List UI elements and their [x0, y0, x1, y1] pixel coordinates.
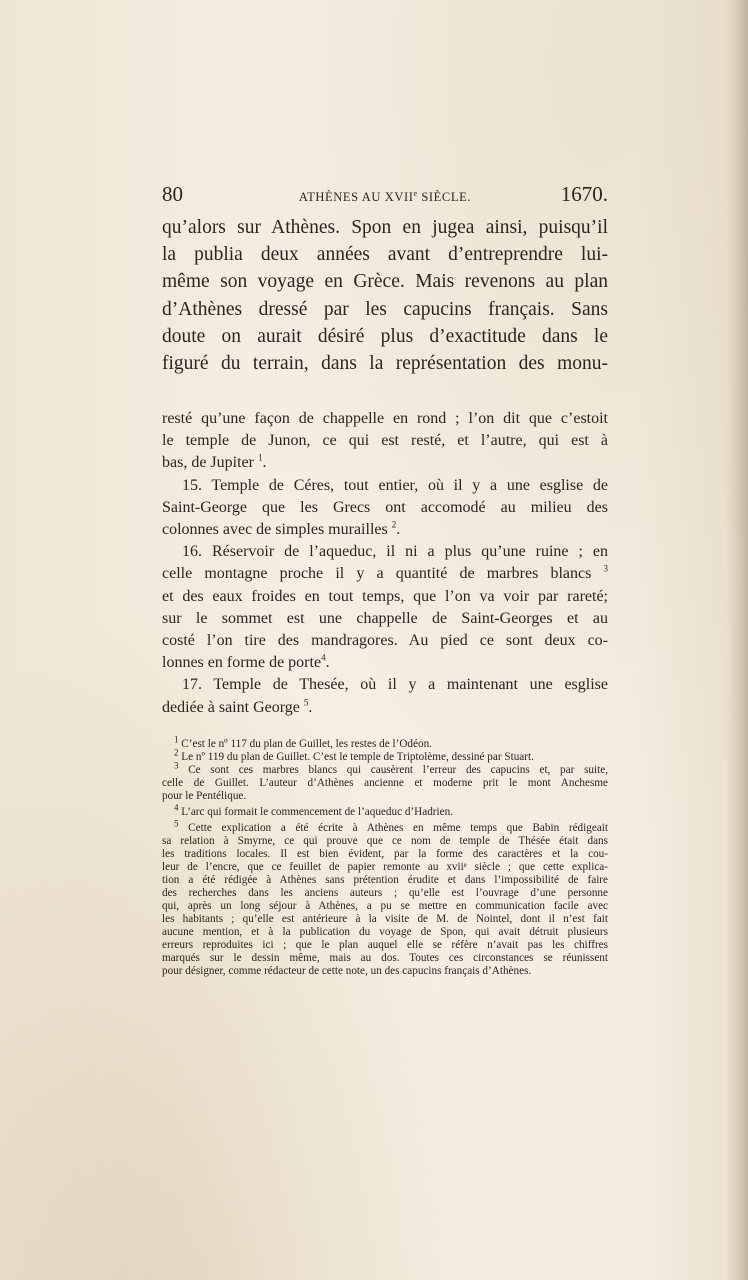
footnote-text: pour désigner, comme rédacteur de cette note, un des capucins français d’Athènes. — [162, 965, 532, 977]
quote-line — [162, 519, 608, 541]
quote-line — [162, 563, 608, 585]
quote-line — [162, 586, 608, 608]
footnote-text: Ce sont ces marbres blancs qui causèrent l’erreur des capucins et, par suite, — [178, 764, 608, 776]
quote-line-text: 16. Réservoir de l’aqueduc, il ni a plus qu’une ruine ; en — [182, 543, 608, 561]
footnote-line — [162, 887, 608, 900]
footnote-line — [162, 747, 608, 764]
footnote-ref: 4 — [321, 652, 326, 663]
footnote-line — [162, 952, 608, 965]
quote-line-text: resté qu’une façon de chappelle en rond ; l’on dit que c’estoit — [162, 410, 608, 427]
footnote-text: celle de Guillet. L’auteur d’Athènes ancienne et moderne prit le mont Anchesme — [162, 777, 608, 789]
footnote-text: Le nº 119 du plan de Guillet. C’est le temple de Triptolème, dessiné par Stuart. — [178, 751, 534, 763]
quote-line-text: Saint-George que les Grecs ont accomodé au milieu des — [162, 498, 608, 516]
quote-line-text: et des eaux froides en tout temps, que l’on va voir par rareté; — [162, 587, 608, 605]
quote-line-tail: . — [325, 654, 330, 672]
footnote-text: marqués sur le dessin même, mais au dos. Toutes ces circonstances se réunissent — [162, 952, 608, 964]
quote-line — [162, 475, 608, 497]
page-edge-shadow — [726, 0, 748, 1280]
footnote-line — [162, 777, 608, 790]
footnote-line — [162, 926, 608, 939]
footnote-text: sa relation à Smyrne, ce qui prouve que ce nom de temple de Thésée était dans — [162, 835, 608, 847]
body-line: la publia deux années avant d’entreprendre lui- — [162, 244, 608, 266]
quote-line-text: dediée à saint George — [162, 698, 304, 716]
footnote-number: 2 — [174, 747, 179, 758]
quote-line-text: lonnes en forme de porte — [162, 654, 322, 672]
page-year: 1670. — [560, 182, 608, 206]
footnote-text: des recherches dans les anciens auteurs ; qu’elle est l’ouvrage d’une personne — [162, 887, 608, 899]
body-line: qu’alors sur Athènes. Spon en jugea ainsi, puisqu’il — [162, 217, 608, 238]
quote-line-tail: . — [308, 698, 313, 716]
quote-line-text: 17. Temple de Thesée, où il y a maintenant une esglise — [182, 676, 608, 694]
footnote-text: erreurs reproduites ici ; que le plan auquel elle se réfère n’avait pas les chiffres — [162, 939, 608, 951]
quote-line-text: bas, de Jupiter — [162, 454, 258, 472]
footnote-line — [162, 900, 608, 913]
body-line: même son voyage en Grèce. Mais revenons au plan — [162, 271, 608, 293]
footnote-line — [162, 965, 608, 978]
quote-line — [162, 652, 608, 674]
quote-line — [162, 697, 608, 719]
footnote-line — [162, 802, 608, 819]
running-head-text: ATHÈNES AU XVII — [298, 190, 414, 205]
quote-line — [162, 674, 608, 696]
footnote-line — [162, 835, 608, 848]
quoted-document — [162, 408, 608, 719]
footnote-line — [162, 790, 608, 803]
footnote-number: 1 — [174, 734, 179, 745]
body-line: doute on aurait désiré plus d’exactitude dans le — [162, 325, 608, 347]
footnote-text: L’arc qui formait le commencement de l’aqueduc d’Hadrien. — [178, 806, 453, 818]
footnote-line — [162, 734, 608, 751]
footnote-text: tion a été rédigée à Athènes sans prétention érudite et dans l’impossibilité de faire — [162, 874, 608, 886]
footnote-line — [162, 939, 608, 952]
footnote-text: les habitants ; qu’elle est antérieure à la visite de M. de Nointel, dont il n’est fait — [162, 913, 608, 925]
body-line: figuré du terrain, dans la représentation des monu- — [162, 353, 608, 375]
quote-line — [162, 630, 608, 652]
quote-line-text: le temple de Junon, ce qui est resté, et l’autre, qui est à — [162, 432, 608, 450]
footnote-text: qui, après un long séjour à Athènes, a pu se mettre en communication facile avec — [162, 900, 608, 912]
footnotes — [162, 734, 608, 978]
quote-line — [162, 541, 608, 563]
footnote-line — [162, 913, 608, 926]
body-line: d’Athènes dressé par les capucins français. Sans — [162, 298, 608, 320]
footnote-ref: 5 — [303, 697, 309, 708]
quote-line-text: 15. Temple de Céres, tout entier, où il y a une esglise de — [182, 476, 608, 494]
footnote-ref: 3 — [603, 564, 608, 575]
footnote-ref: 1 — [257, 453, 263, 464]
quote-line-tail: . — [396, 521, 401, 539]
footnote-ref: 2 — [391, 519, 397, 530]
footnote-text: leur de l’encre, que ce feuillet de papier remonte au xviiᵉ siècle ; que cette explica- — [162, 861, 608, 873]
page-number: 80 — [162, 182, 183, 206]
footnote-line — [162, 848, 608, 861]
footnote-line — [162, 818, 608, 835]
footnote-line — [162, 760, 608, 777]
running-head-tail: SIÈCLE. — [417, 190, 472, 205]
footnote-number: 4 — [174, 802, 179, 813]
quote-line — [162, 430, 608, 452]
quote-line-text: colonnes avec de simples murailles — [162, 521, 392, 539]
quote-line — [162, 408, 608, 430]
quote-line — [162, 497, 608, 519]
quote-line-text: sur le sommet est une chappelle de Saint-Georges et au — [162, 609, 608, 627]
footnote-number: 3 — [174, 760, 179, 771]
running-head-sup: e — [413, 189, 418, 198]
page-header — [162, 182, 608, 208]
quote-line-text: celle montagne proche il y a quantité de marbres blancs — [162, 565, 604, 583]
footnote-number: 5 — [174, 818, 179, 829]
footnote-line — [162, 874, 608, 887]
footnote-text: C’est le nº 117 du plan de Guillet, les restes de l’Odéon. — [178, 738, 432, 750]
quote-line — [162, 608, 608, 630]
footnote-text: aucune mention, et à la publication du voyage de Spon, qui avait détruit plusieurs — [162, 926, 608, 938]
quote-line-tail: . — [262, 454, 267, 472]
footnote-line — [162, 861, 608, 874]
quote-line — [162, 452, 608, 474]
footnote-text: pour le Pentélique. — [162, 790, 247, 802]
quote-line-text: costé l’on tire des mandragores. Au pied ce sont deux co- — [162, 632, 608, 650]
running-head — [162, 189, 608, 205]
main-text — [162, 214, 608, 377]
footnote-text: les traditions locales. Il est bien évident, par la forme des caractères et la cou- — [162, 848, 608, 860]
footnote-text: Cette explication a été écrite à Athènes en même temps que Babin rédigeait — [178, 822, 608, 834]
